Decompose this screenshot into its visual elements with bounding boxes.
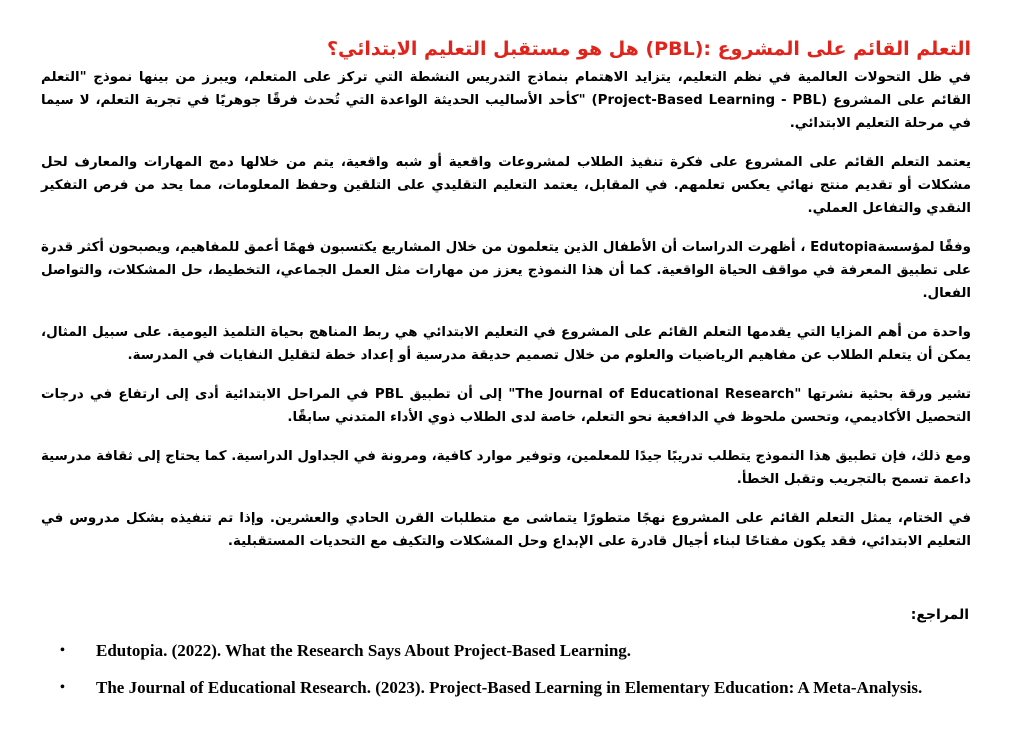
- paragraph-conclusion: في الختام، يمثل التعلم القائم على المشروع نهجًا متطورًا يتماشى مع متطلبات القرن الحادي والعشرين. وإذا تم تنفيذه بشكل مدروس في التعليم الابتدائي، فقد يكون مفتاحًا لبناء أجيال قادرة على الإبداع وحل المشكلات والتكيف مع التحديات المستقبلية.: [41, 511, 971, 549]
- references-heading: المراجع:: [910, 607, 969, 623]
- paragraph-challenges: ومع ذلك، فإن تطبيق هذا النموذج يتطلب تدريبًا جيدًا للمعلمين، وتوفير موارد كافية، ومرونة في الجداول الدراسية. كما يحتاج إلى ثقافة مدرسية داعمة تسمح بالتجريب وتقبل الخطأ.: [41, 449, 971, 487]
- references-list: [58, 640, 978, 714]
- paragraph-intro: في ظل التحولات العالمية في نظم التعليم، يتزايد الاهتمام بنماذج التدريس النشطة التي تركز على المتعلم، ويبرز من بينها نموذج "التعلم القائم على المشروع (Project-Based Learning - PBL) "كأحد الأساليب الحديثة الواعدة التي تُحدث فرقًا جوهريًا في تجربة التعلم، لا سيما في مرحلة التعليم الابتدائي.: [41, 70, 971, 131]
- bullet-icon: •: [60, 643, 65, 658]
- paragraph-research: تشير ورقة بحثية نشرتها "The Journal of Educational Research" إلى أن تطبيق PBL في المراحل الابتدائية أدى إلى ارتفاع في درجات التحصيل الأكاديمي، وتحسن ملحوظ في الدافعية نحو التعلم، خاصة لدى الطلاب ذوي الأداء المتدني سابقًا.: [41, 387, 972, 425]
- paragraph-edutopia: وفقًا لمؤسسةEdutopia ، أظهرت الدراسات أن الأطفال الذين يتعلمون من خلال المشاريع يكتسبون فهمًا أعمق للمفاهيم، ويصبحون أكثر قدرة على تطبيق المعرفة في مواقف الحياة الواقعية. كما أن هذا النموذج يعزز من مهارات مثل العمل الجماعي، التخطيط، حل المشكلات، والتواصل الفعال.: [41, 240, 971, 301]
- bullet-icon: •: [60, 680, 65, 695]
- paragraph-advantages: واحدة من أهم المزايا التي يقدمها التعلم القائم على المشروع في التعليم الابتدائي هي ربط المناهج بحياة التلميذ اليومية. على سبيل المثال، يمكن أن يتعلم الطلاب عن مفاهيم الرياضيات والعلوم من خلال تصميم حديقة مدرسية أو إعداد خطة لتقليل النفايات في المدرسة.: [41, 325, 971, 363]
- document-body: [41, 66, 971, 569]
- reference-text: Edutopia. (2022). What the Research Says About Project-Based Learning.: [96, 641, 632, 660]
- document-title: التعلم القائم على المشروع :(PBL) هل هو مستقبل التعليم الابتدائي؟: [326, 37, 971, 60]
- reference-item: [58, 640, 978, 662]
- reference-text: The Journal of Educational Research. (2023). Project-Based Learning in Elementary Education: A Meta-Analysis.: [96, 678, 923, 697]
- paragraph-definition: يعتمد التعلم القائم على المشروع على فكرة تنفيذ الطلاب لمشروعات واقعية أو شبه واقعية، يتم من خلالها دمج المهارات والمعارف لحل مشكلات أو تقديم منتج نهائي يعكس تعلمهم. في المقابل، يعتمد التعليم التقليدي على التلقين وحفظ المعلومات، مما يحد من فرص التفكير النقدي والتفاعل العملي.: [41, 155, 971, 216]
- reference-item: [58, 677, 978, 699]
